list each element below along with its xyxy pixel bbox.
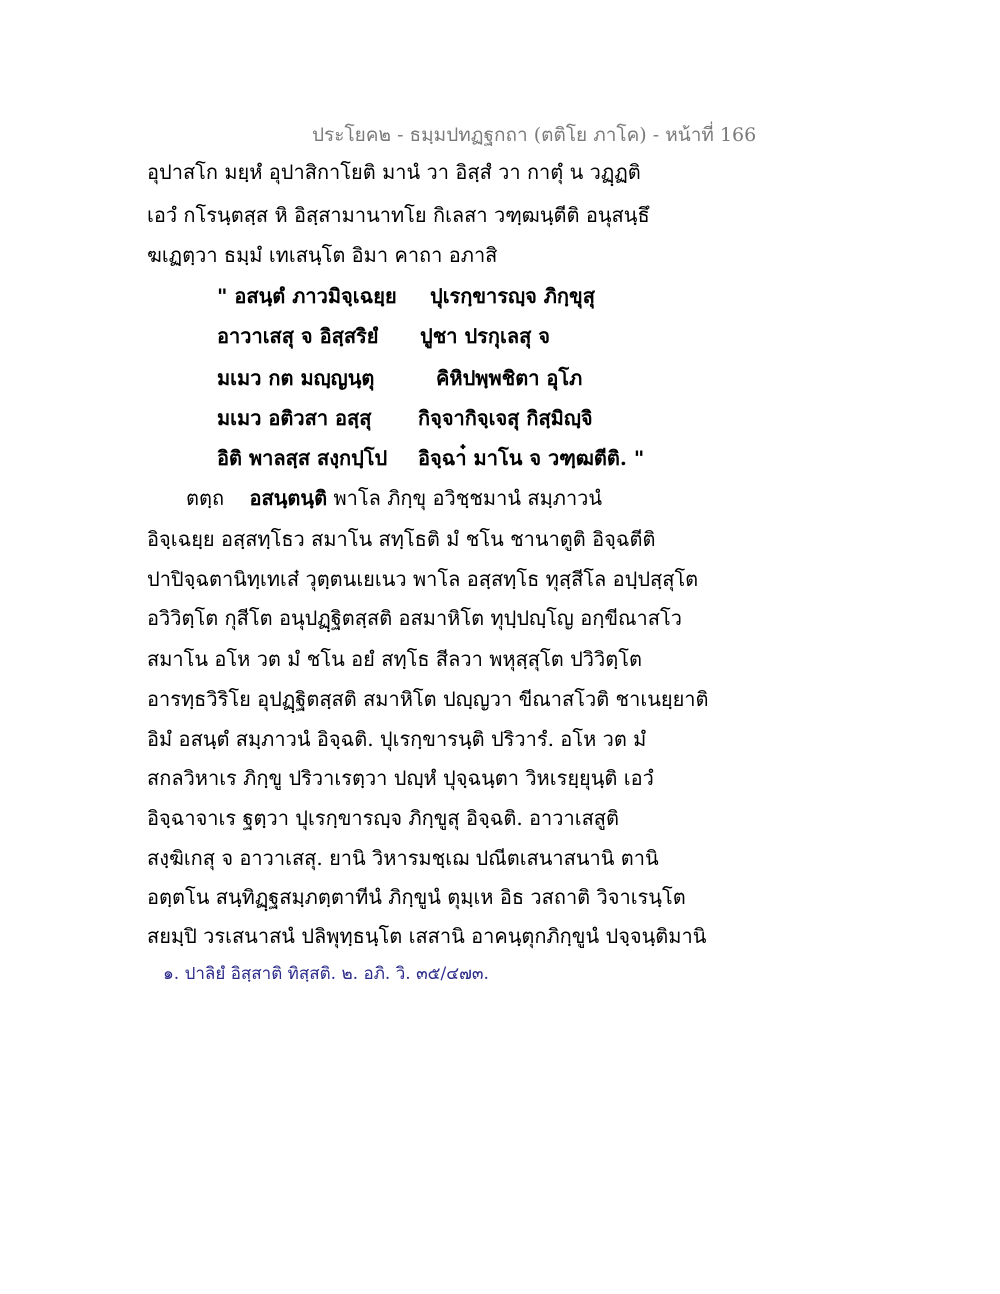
verse-4-first-half: มเมว อติวสา อสฺสุ	[217, 406, 372, 430]
verse-1-second-half: ปุเรกฺขารญฺจ ภิกฺขุสุ	[430, 284, 595, 308]
commentary-line-7: สกลวิหาเร ภิกฺขู ปริวาเรตฺวา ปญฺหํ ปุจฺฉนฺตา วิหเรยฺยุนฺติ เอวํ	[147, 766, 654, 790]
running-header: ประโยค๒ - ธมฺมปทฏฐกถา (ตติโย ภาโค) - หน้าที่ 166	[312, 124, 757, 146]
footnote: ๑. ปาลิยํ อิสฺสาติ ทิสฺสติ. ๒. อภิ. วิ. ๓๕/๔๗๓.	[163, 964, 489, 984]
intro-line-2: เอวํ กโรนฺตสฺส หิ อิสฺสามานาทโย กิเลสา วฑฺฒนฺตีติ อนุสนฺธึ	[147, 203, 650, 227]
commentary-line-11: สยมฺปิ วรเสนาสนํ ปลิพุทฺธนฺโต เสสานิ อาคนฺตุกภิกฺขูนํ ปจฺจนฺติมานิ	[147, 924, 707, 948]
intro-line-1: อุปาสโก มยฺหํ อุปาสิกาโยติ มานํ วา อิสฺสํ วา กาตุํ น วฏฺฏติ	[147, 160, 641, 184]
commentary-line-9: สงฺฆิเกสุ จ อาวาเสสุ. ยานิ วิหารมชฺเฌ ปณีตเสนาสนานิ ตานิ	[147, 846, 659, 870]
commentary-line-3: อวิวิตฺโต กุสีโต อนุปฏฺฐิตสฺสติ อสมาหิโต ทุปฺปญฺโญ อกฺขีณาสโว	[147, 606, 682, 630]
verse-5-second-half: อิจฺฉา๋ มาโน จ วฑฺฒตีติ. "	[418, 446, 645, 470]
verse-4-second-half: กิจฺจากิจฺเจสุ กิสฺมิญฺจิ	[418, 406, 593, 430]
commentary-line-8: อิจฺฉาจาเร ฐตฺวา ปุเรกฺขารญฺจ ภิกฺขูสุ อิจฺฉติ. อาวาเสสูติ	[147, 806, 619, 830]
verse-3-first-half: มเมว กต มญฺญนฺตุ	[217, 366, 375, 390]
commentary-line-5: อารทฺธวิริโย อุปฏฺฐิตสฺสติ สมาหิโต ปญฺญวา ขีณาสโวติ ชาเนยฺยาติ	[147, 687, 709, 711]
commentary-first-line-rest: พาโล ภิกฺขุ อวิชฺชมานํ สมฺภาวนํ	[333, 486, 603, 510]
intro-line-3: ฆเฏตฺวา ธมฺมํ เทเสนฺโต อิมา คาถา อภาสิ	[147, 243, 498, 267]
commentary-line-10: อตฺตโน สนฺทิฏฺฐสมฺภตฺตาทีนํ ภิกฺขูนํ ตุมฺเห อิธ วสถาติ วิจาเรนฺโต	[147, 885, 686, 909]
verse-1-first-half: " อสนฺตํ ภาวมิจฺเฉยฺย	[217, 284, 397, 308]
commentary-line-4: สมาโน อโห วต มํ ชโน อยํ สทฺโธ สีลวา พหุสฺสุโต ปวิวิตฺโต	[147, 647, 642, 671]
commentary-headword: อสนฺตนฺติ	[249, 486, 328, 510]
verse-2-second-half: ปูชา ปรกุเลสุ จ	[420, 324, 550, 348]
commentary-line-6: อิมํ อสนฺตํ สมฺภาวนํ อิจฺฉติ. ปุเรกฺขารนฺติ ปริวารํ. อโห วต มํ	[147, 727, 647, 751]
commentary-line-1: อิจฺเฉยฺย อสฺสทฺโธว สมาโน สทฺโธติ มํ ชโน ชานาตูติ อิจฺฉตีติ	[147, 527, 656, 551]
verse-2-first-half: อาวาเสสุ จ อิสฺสริยํ	[217, 324, 379, 348]
verse-3-second-half: คิหิปพฺพชิตา อุโภ	[436, 366, 583, 390]
commentary-prefix: ตตฺถ	[186, 486, 225, 510]
commentary-first-line	[186, 484, 602, 512]
commentary-line-2: ปาปิจฺฉตานิทฺเทเส๋ วุตฺตนเยเนว พาโล อสฺสทฺโธ ทุสฺสีโล อปฺปสฺสุโต	[147, 567, 699, 591]
verse-5-first-half: อิติ พาลสฺส สงฺกปฺโป	[217, 446, 388, 470]
